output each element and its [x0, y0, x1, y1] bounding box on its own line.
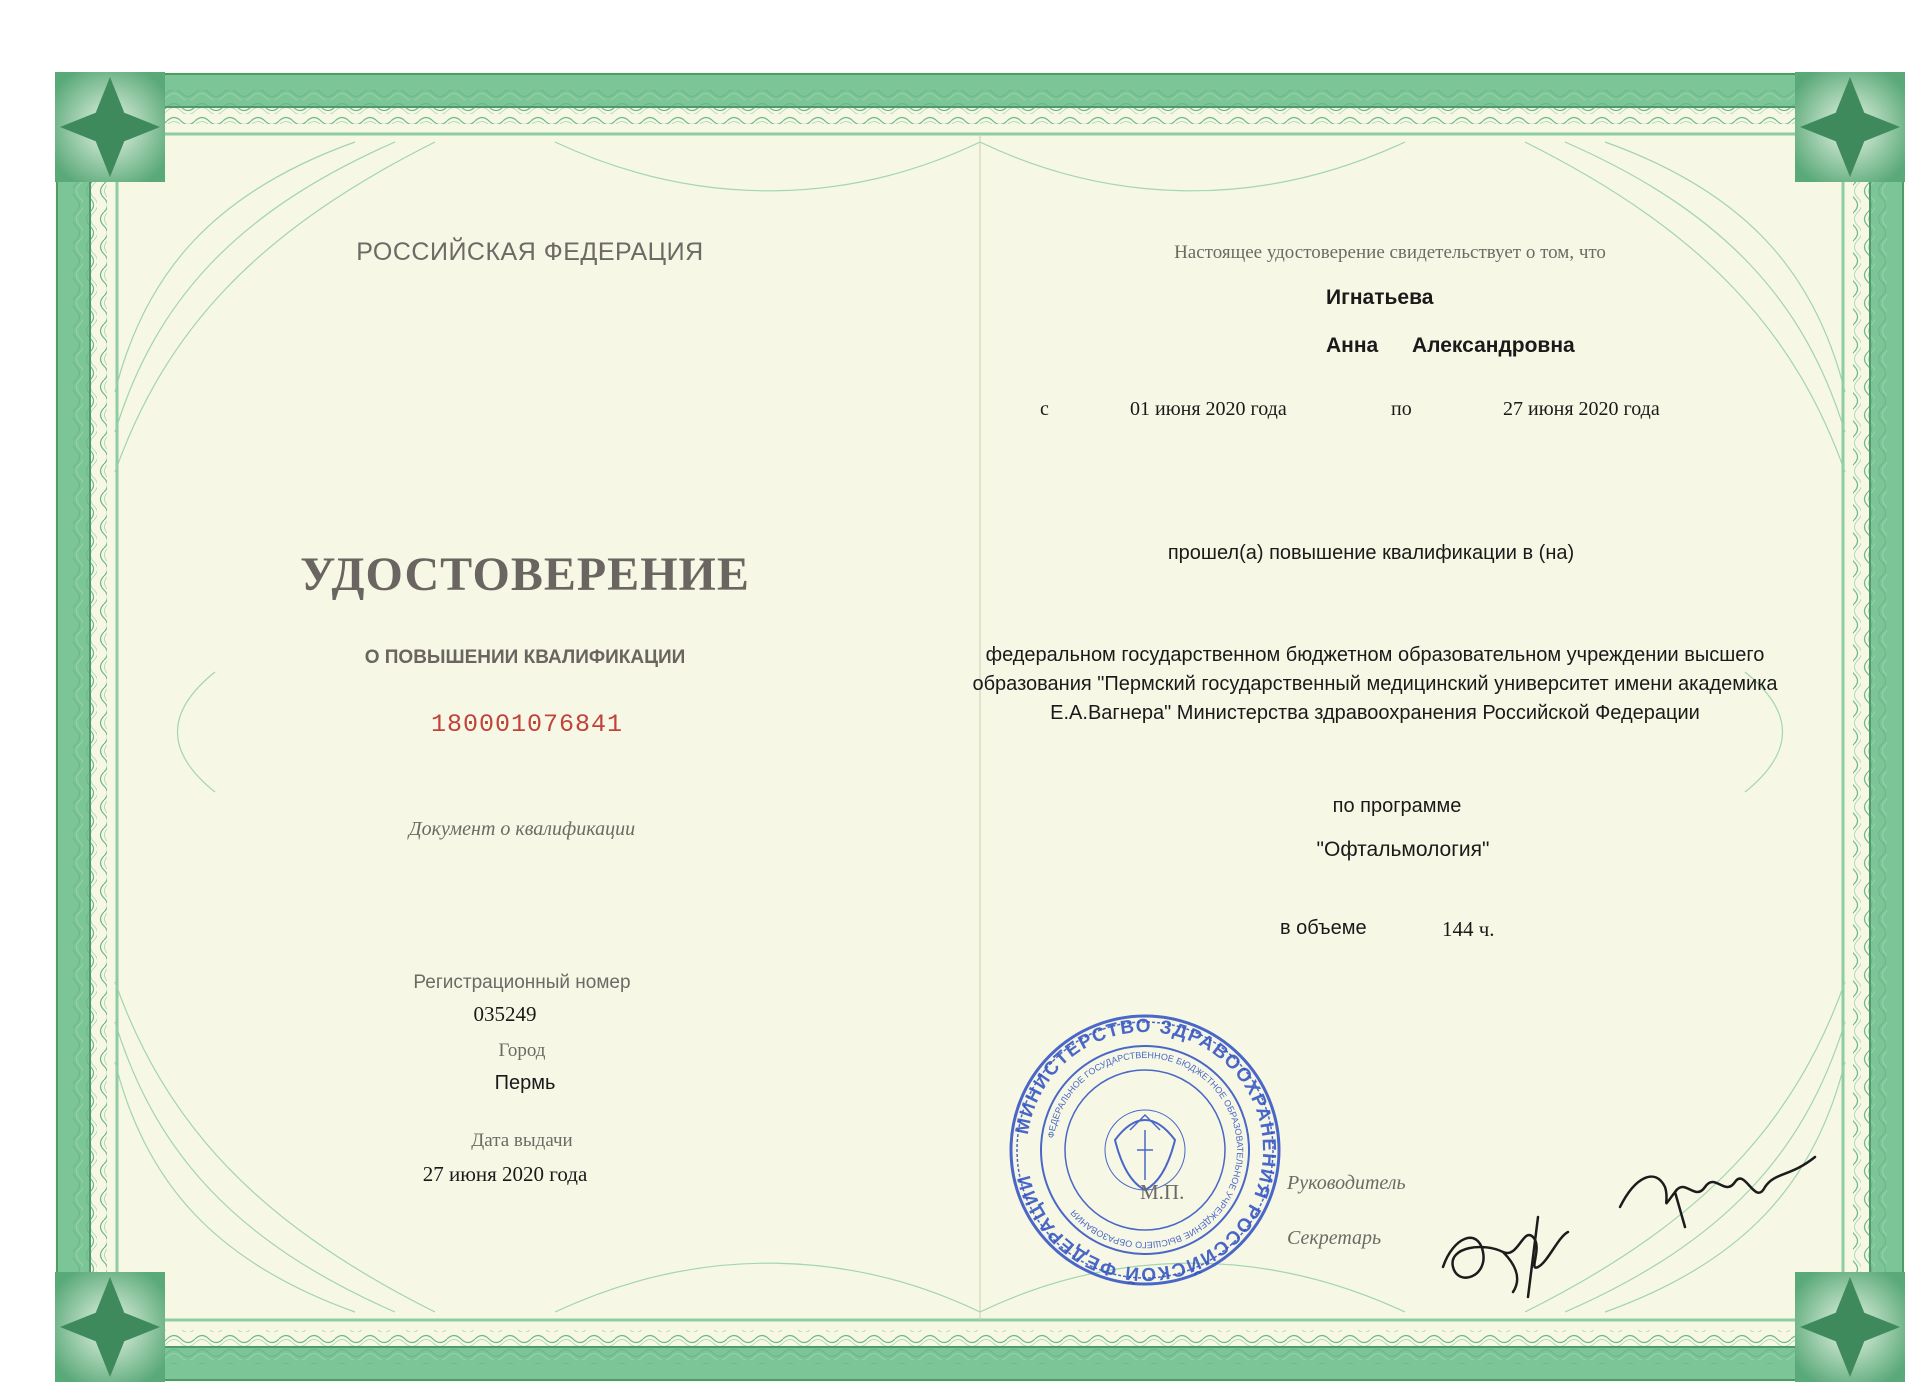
head-signature	[1615, 1147, 1825, 1237]
institution-line-2: образования "Пермский государственный медицинский университет имени академика	[972, 673, 1778, 695]
period-to-label: по	[1391, 398, 1412, 420]
document-type: Документ о квалификации	[408, 818, 636, 840]
program-name: "Офтальмология"	[1316, 838, 1490, 861]
holder-first-name: Анна	[1326, 334, 1379, 357]
corner-ornament-bl	[55, 1272, 165, 1382]
period-from-date: 01 июня 2020 года	[1130, 398, 1287, 420]
head-label: Руководитель	[1287, 1172, 1406, 1194]
official-stamp	[1005, 1010, 1285, 1290]
certificate-number: 180001076841	[430, 710, 624, 739]
city-value: Пермь	[494, 1072, 556, 1094]
corner-ornament-br	[1795, 1272, 1905, 1382]
country-heading: РОССИЙСКАЯ ФЕДЕРАЦИЯ	[356, 238, 704, 266]
volume-value: 144 ч.	[1442, 917, 1495, 941]
corner-ornament-tl	[55, 72, 165, 182]
secretary-label: Секретарь	[1287, 1227, 1382, 1249]
holder-surname: Игнатьева	[1326, 286, 1434, 309]
stamp-inner-text: ФЕДЕРАЛЬНОЕ ГОСУДАРСТВЕННОЕ БЮДЖЕТНОЕ ОБРАЗОВАТЕЛЬНОЕ УЧРЕЖДЕНИЕ ВЫСШЕГО ОБРАЗОВАНИЯ	[1045, 1049, 1246, 1251]
institution-line-3: Е.А.Вагнера" Министерства здравоохранения Российской Федерации	[1050, 702, 1700, 724]
registration-number: 035249	[473, 1002, 537, 1026]
issue-date-label: Дата выдачи	[471, 1130, 573, 1151]
document-title: УДОСТОВЕРЕНИЕ	[300, 548, 750, 601]
city-label: Город	[498, 1040, 546, 1061]
volume-label: в объеме	[1280, 917, 1367, 939]
holder-patronymic: Александровна	[1412, 334, 1575, 357]
intro-text: Настоящее удостоверение свидетельствует о том, что	[1174, 242, 1606, 263]
period-from-label: с	[1040, 398, 1049, 420]
certificate-sheet	[55, 72, 1905, 1382]
registration-label: Регистрационный номер	[413, 972, 631, 993]
program-label: по программе	[1332, 795, 1462, 817]
period-to-date: 27 июня 2020 года	[1503, 398, 1660, 420]
stamp-outer-text: МИНИСТЕРСТВО ЗДРАВООХРАНЕНИЯ РОССИЙСКОЙ ФЕДЕРАЦИИ	[1011, 1015, 1280, 1285]
stamp-place-label: М.П.	[1140, 1180, 1185, 1204]
qualification-statement: прошел(а) повышение квалификации в (на)	[1167, 542, 1575, 564]
corner-ornament-tr	[1795, 72, 1905, 182]
secretary-signature	[1433, 1197, 1593, 1307]
issue-date-value: 27 июня 2020 года	[422, 1162, 588, 1186]
institution-line-1: федеральном государственном бюджетном образовательном учреждении высшего	[985, 644, 1765, 666]
document-subtitle: О ПОВЫШЕНИИ КВАЛИФИКАЦИИ	[364, 647, 686, 668]
